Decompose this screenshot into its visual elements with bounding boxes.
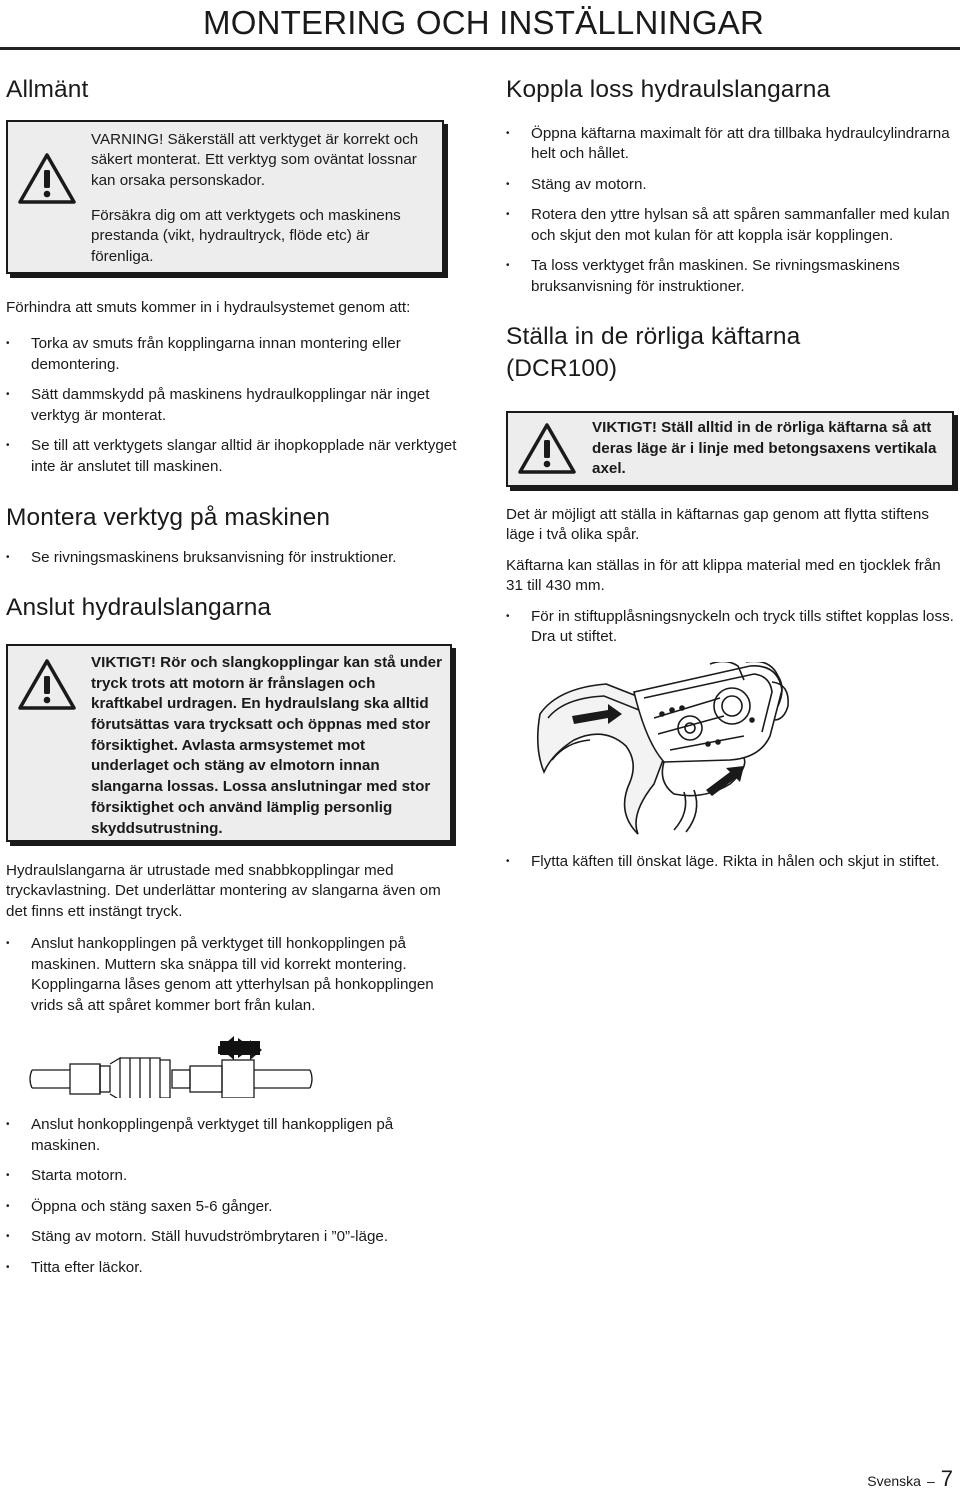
heading-koppla: Koppla loss hydraulslangarna — [506, 76, 831, 103]
warning-box-viktigt-anslut — [6, 644, 452, 842]
stalla-para-1: Det är möjligt att ställa in käftarnas gap genom att flytta stiftens läge i två olika spår. — [506, 505, 929, 544]
allmant-bullets — [6, 334, 458, 477]
anslut-bullets-a — [6, 934, 458, 1016]
anslut-intro: Hydraulslangarna är utrustade med snabbkopplingar med tryckavlastning. Det underlättar montering av slangarna även om det finns ett instängt tryck. — [6, 861, 441, 920]
list-item: • Stäng av motorn. Ställ huvudströmbrytaren i ”0”-läge. — [6, 1227, 458, 1248]
warning-anslut-text: VIKTIGT! Rör och slangkopplingar kan stå under tryck trots att motorn är frånslagen och kraftkabel urdragen. En hydraulslang ska alltid förutsättas vara trycksatt och öppnas med stor försiktighet. Avlasta armsystemet mot underlaget och stäng av elmotorn innan slangarna lossas. Lossa anslutningar med stor försiktighet och använd lämplig personlig skyddsutrustning. — [91, 653, 443, 837]
list-item: • Anslut honkopplingenpå verktyget till hankoppligen på maskinen. — [6, 1115, 458, 1156]
allmant-intro: Förhindra att smuts kommer in i hydraulsystemet genom att: — [6, 298, 411, 316]
list-item: • Titta efter läckor. — [6, 1258, 458, 1279]
heading-anslut: Anslut hydraulslangarna — [6, 594, 272, 622]
stalla-bullets-b — [506, 852, 954, 873]
list-item: • Sätt dammskydd på maskinens hydraulkopplingar när inget verktyg är monterat. — [6, 385, 458, 426]
left-column — [6, 70, 458, 1278]
stalla-para-2: Käftarna kan ställas in för att klippa material med en tjocklek från 31 till 430 mm. — [506, 556, 941, 595]
list-item: • För in stiftupplåsningsnyckeln och tryck tills stiftet kopplas loss. Dra ut stiftet. — [506, 607, 954, 648]
heading-montera: Montera verktyg på maskinen — [6, 504, 331, 532]
warning-varning-line-1: VARNING! Säkerställ att verktyget är korrekt och säkert monterat. Ett verktyg som oväntat lossnar kan orsaka personskador. — [91, 130, 419, 190]
koppla-bullets — [506, 124, 954, 298]
warning-box-viktigt-stalla — [506, 411, 954, 487]
crusher-jaw-illustration — [534, 662, 794, 838]
hose-coupling-illustration — [6, 1018, 458, 1098]
list-item: • Se till att verktygets slangar alltid är ihopkopplade när verktyget inte är anslutet till maskinen. — [6, 436, 458, 477]
list-item: • Torka av smuts från kopplingarna innan montering eller demontering. — [6, 334, 458, 375]
footer-language: Svenska — [867, 1473, 921, 1489]
heading-stalla-line-1: Ställa in de rörliga käftarna — [506, 323, 801, 351]
footer-dash: – — [926, 1473, 935, 1489]
page-title: MONTERING OCH INSTÄLLNINGAR — [203, 4, 764, 41]
warning-triangle-icon — [18, 658, 76, 710]
warning-box-varning — [6, 120, 444, 274]
warning-varning-text — [91, 130, 436, 268]
list-item: • Flytta käften till önskat läge. Rikta in hålen och skjut in stiftet. — [506, 852, 954, 873]
heading-stalla — [506, 321, 954, 385]
list-item: • Öppna käftarna maximalt för att dra tillbaka hydraulcylindrarna helt och hållet. — [506, 124, 954, 165]
list-item: • Rotera den yttre hylsan så att spåren sammanfaller med kulan och skjut den mot kulan för att koppla isär kopplingen. — [506, 205, 954, 246]
warning-stalla-text: VIKTIGT! Ställ alltid in de rörliga käftarna så att deras läge är i linje med betongsaxens vertikala axel. — [592, 418, 937, 478]
list-item: • Ta loss verktyget från maskinen. Se rivningsmaskinens bruksanvisning för instruktioner. — [506, 256, 954, 297]
montera-bullets — [6, 548, 458, 569]
page-number: 7 — [940, 1466, 953, 1491]
warning-varning-line-2: Försäkra dig om att verktygets och maskinens prestanda (vikt, hydraultryck, flöde etc) är förenliga. — [91, 206, 401, 266]
list-item: • Starta motorn. — [6, 1166, 458, 1187]
page-footer — [867, 1466, 953, 1492]
list-item: • Anslut hankopplingen på verktyget till honkopplingen på maskinen. Muttern ska snäppa till vid korrekt montering. Kopplingarna låses genom att ytterhylsan på honkopplingen vrids så att spåret kommer bort från kulan. — [6, 934, 458, 1016]
anslut-bullets-b — [6, 1115, 458, 1278]
right-column — [506, 70, 954, 872]
title-rule — [0, 47, 960, 50]
list-item: • Stäng av motorn. — [506, 175, 954, 196]
stalla-bullets-a — [506, 607, 954, 648]
list-item: • Se rivningsmaskinens bruksanvisning för instruktioner. — [6, 548, 458, 569]
list-item: • Öppna och stäng saxen 5-6 gånger. — [6, 1197, 458, 1218]
warning-triangle-icon — [518, 422, 576, 474]
warning-triangle-icon — [18, 152, 76, 204]
heading-stalla-line-2: (DCR100) — [506, 354, 618, 382]
heading-allmant: Allmänt — [6, 76, 89, 103]
